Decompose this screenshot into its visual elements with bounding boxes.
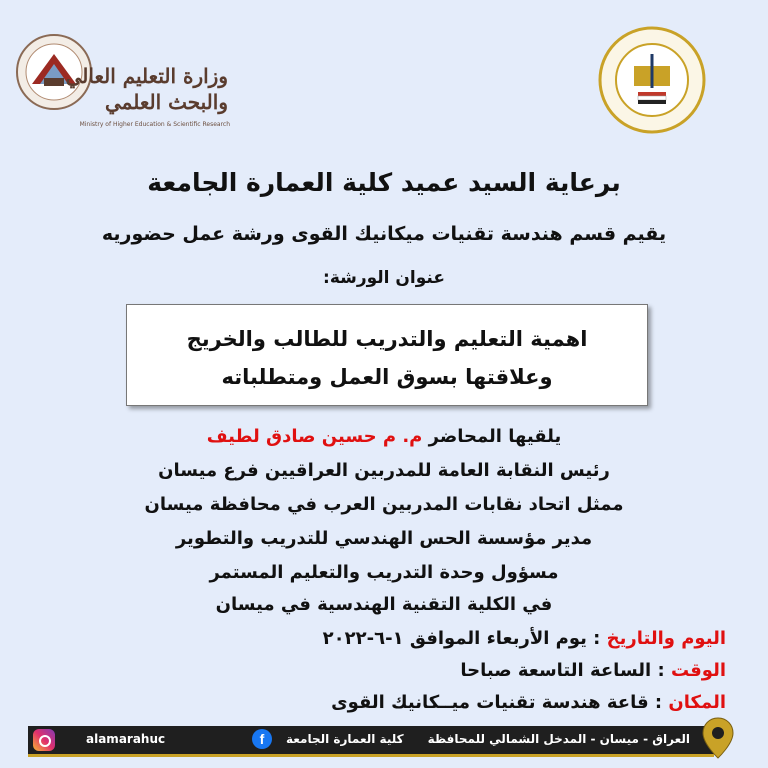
facebook-page-name[interactable]: كلية العمارة الجامعة bbox=[286, 732, 404, 746]
lecturer-line bbox=[0, 426, 768, 447]
instagram-icon[interactable] bbox=[33, 729, 55, 751]
bio-line-3: مدير مؤسسة الحس الهندسي للتدريب والتطوير bbox=[175, 528, 593, 549]
college-logo-icon bbox=[598, 26, 706, 134]
workshop-title-line1: اهمية التعليم والتدريب للطالب والخريج bbox=[186, 327, 588, 351]
time-value: : الساعة التاسعة صباحا bbox=[460, 660, 665, 681]
ministry-name-line2: والبحث العلمي bbox=[104, 90, 228, 114]
workshop-title-box bbox=[126, 304, 648, 406]
date-row bbox=[323, 628, 726, 649]
bio-line-5: في الكلية التقنية الهندسية في ميسان bbox=[215, 594, 553, 615]
lecturer-prefix: يلقيها المحاضر bbox=[428, 426, 562, 447]
workshop-title-line2: وعلاقتها بسوق العمل ومتطلباته bbox=[221, 365, 553, 389]
ministry-name-english: Ministry of Higher Education & Scientific Research bbox=[79, 121, 230, 128]
location-pin-icon bbox=[700, 716, 736, 760]
lecturer-name: م. م حسين صادق لطيف bbox=[206, 426, 423, 447]
date-label: اليوم والتاريخ bbox=[606, 628, 726, 649]
time-row bbox=[460, 660, 726, 681]
bio-line-1: رئيس النقابة العامة للمدربين العراقيين فرع ميسان bbox=[158, 460, 610, 481]
time-label: الوقت bbox=[670, 660, 726, 681]
place-value: : قاعة هندسة تقنيات ميــكانيك القوى bbox=[331, 692, 663, 713]
footer-divider bbox=[28, 754, 714, 757]
instagram-handle[interactable]: alamarahuc bbox=[86, 732, 166, 746]
facebook-icon[interactable]: f bbox=[252, 729, 272, 749]
organizer-line: يقيم قسم هندسة تقنيات ميكانيك القوى ورشة عمل حضوريه bbox=[101, 223, 667, 245]
bio-line-4: مسؤول وحدة التدريب والتعليم المستمر bbox=[209, 562, 559, 583]
address-text: العراق - ميسان - المدخل الشمالي للمحافظة bbox=[427, 732, 690, 746]
place-label: المكان bbox=[668, 692, 726, 713]
place-row bbox=[331, 692, 726, 713]
patronage-heading: برعاية السيد عميد كلية العمارة الجامعة bbox=[147, 168, 621, 197]
ministry-name-line1: وزارة التعليم العالي bbox=[65, 64, 228, 88]
bio-line-2: ممثل اتحاد نقابات المدربين العرب في محافظة ميسان bbox=[144, 494, 624, 515]
footer-bar bbox=[28, 726, 714, 754]
workshop-title-label: عنوان الورشة: bbox=[323, 268, 445, 288]
date-value: : يوم الأربعاء الموافق ١-٦-٢٠٢٢ bbox=[322, 628, 601, 649]
ministry-logo bbox=[10, 28, 240, 138]
